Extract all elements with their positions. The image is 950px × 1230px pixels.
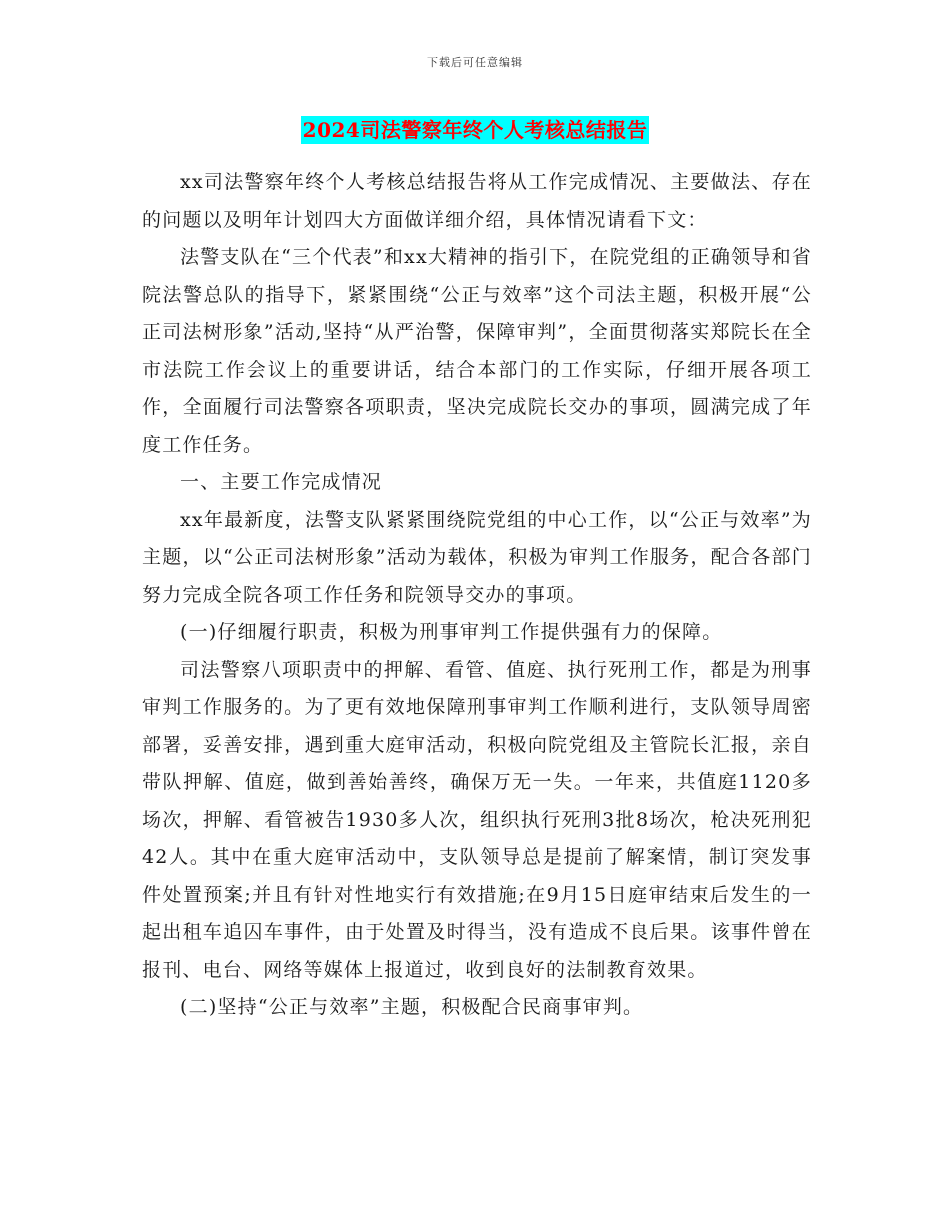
paragraph-section-1: xx年最新度，法警支队紧紧围绕院党组的中心工作，以“公正与效率”为主题，以“公正司法树形象”活动为载体，积极为审判工作服务，配合各部门努力完成全院各项工作任务和院领导交办的事项。 — [142, 508, 812, 606]
header-note: 下载后可任意编辑 — [427, 56, 523, 69]
paragraph-overview: 法警支队在“三个代表”和xx大精神的指引下，在院党组的正确领导和省院法警总队的指导下，紧紧围绕“公正与效率”这个司法主题，积极开展“公正司法树形象”活动,坚持“从严治警，保障审判”，全面贯彻落实郑院长在全市法院工作会议上的重要讲话，结合本部门的工作实际，仔细开展各项工作，全面履行司法警察各项职责，坚决完成院长交办的事项，圆满完成了年度工作任务。 — [142, 246, 812, 456]
subheading-1: (一)仔细履行职责，积极为刑事审判工作提供强有力的保障。 — [180, 621, 723, 643]
section-heading-1: 一、主要工作完成情况 — [180, 471, 383, 493]
document-title: 2024司法警察年终个人考核总结报告 — [302, 118, 648, 142]
paragraph-subsection-1: 司法警察八项职责中的押解、看管、值庭、执行死刑工作，都是为刑事审判工作服务的。为了更有效地保障刑事审判工作顺利进行，支队领导周密部署，妥善安排，遇到重大庭审活动，积极向院党组及主管院长汇报，亲自带队押解、值庭，做到善始善终，确保万无一失。一年来，共值庭1120多场次，押解、看管被告1930多人次，组织执行死刑3批8场次，枪决死刑犯42人。其中在重大庭审活动中，支队领导总是提前了解案情，制订突发事件处置预案;并且有针对性地实行有效措施;在9月15日庭审结束后发生的一起出租车追囚车事件，由于处置及时得当，没有造成不良后果。该事件曾在报刊、电台、网络等媒体上报道过，收到良好的法制教育效果。 — [142, 658, 812, 981]
paragraph-intro: xx司法警察年终个人考核总结报告将从工作完成情况、主要做法、存在的问题以及明年计划四大方面做详细介绍，具体情况请看下文： — [142, 171, 812, 231]
title-wrap — [0, 116, 950, 144]
document-body — [142, 164, 812, 1027]
subheading-2: (二)坚持“公正与效率”主题，积极配合民商事审判。 — [180, 996, 644, 1018]
